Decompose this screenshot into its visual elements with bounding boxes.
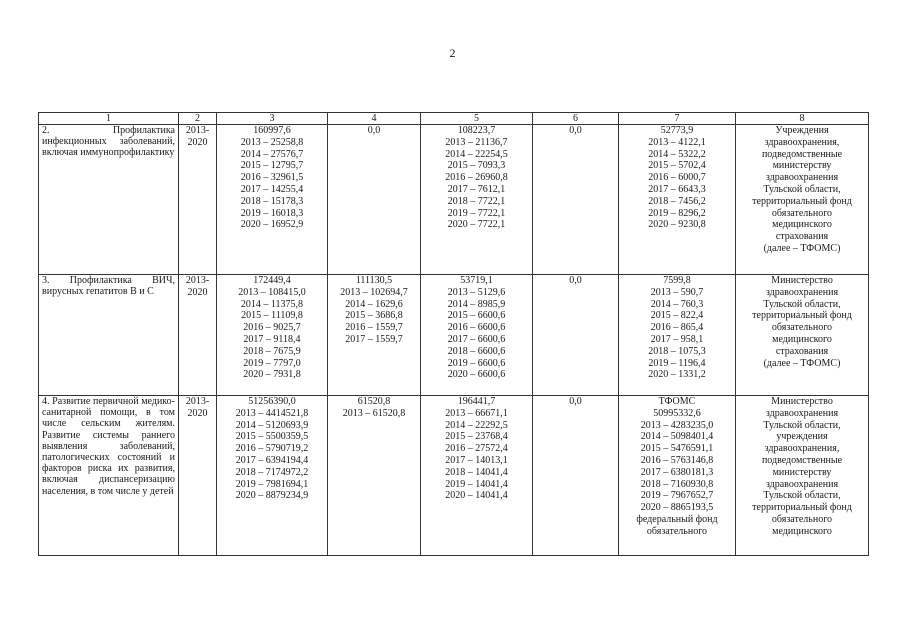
col4-line: 2017 – 1559,7 — [345, 333, 403, 345]
executor-line: медицинского — [772, 525, 832, 537]
col4-line: 2013 – 102694,7 — [340, 286, 408, 298]
col7-line: 2018 – 1075,3 — [648, 345, 706, 357]
header-row — [39, 113, 869, 125]
col3-line: 2013 – 25258,8 — [240, 136, 304, 148]
col5-line: 2014 – 22292,5 — [445, 419, 508, 431]
column-header-5: 5 — [421, 113, 533, 125]
executor-line: министерству — [772, 160, 832, 172]
col7-line: 2020 – 9230,8 — [648, 219, 706, 231]
col5-cell — [421, 125, 533, 275]
col3-line: 2019 – 16018,3 — [240, 207, 304, 219]
col7-line: 2018 – 7160930,8 — [640, 478, 714, 490]
col7-line: 2018 – 7456,2 — [648, 195, 706, 207]
executor-line: обязательного — [771, 513, 833, 525]
col7-line: 2016 – 865,4 — [650, 322, 704, 334]
col5-line: 2019 – 6600,6 — [447, 357, 506, 369]
col5-line: 2013 – 66671,1 — [445, 407, 508, 419]
col5-line: 2017 – 6600,6 — [447, 333, 506, 345]
executor-line: (далее – ТФОМС) — [763, 357, 841, 369]
col3-cell — [217, 125, 328, 275]
col3-line: 2015 – 12795,7 — [240, 160, 304, 172]
executor-line: Тульской области, — [763, 298, 841, 310]
period-end: 2020 — [187, 407, 208, 419]
executor-line: Тульской области, — [763, 490, 841, 502]
col7-line: 2014 – 5098401,4 — [640, 431, 714, 443]
executor-line: обязательного — [771, 322, 833, 334]
col3-line: 2013 – 4414521,8 — [235, 407, 309, 419]
col3-cell — [217, 275, 328, 396]
col3-line: 2018 – 7174972,2 — [235, 466, 309, 478]
executor-line: министерству — [772, 466, 832, 478]
column-header-8: 8 — [736, 113, 869, 125]
col4-line: 2016 – 1559,7 — [345, 322, 403, 334]
period-cell — [179, 125, 217, 275]
col7-line: 2013 – 4283235,0 — [640, 419, 714, 431]
col5-line: 2019 – 14041,4 — [445, 478, 508, 490]
column-header-6: 6 — [533, 113, 619, 125]
column-header-7: 7 — [619, 113, 736, 125]
col5-line: 2015 – 6600,6 — [447, 310, 506, 322]
column-header-1: 1 — [39, 113, 179, 125]
period-end: 2020 — [187, 136, 208, 148]
executor-line: здравоохранения — [765, 172, 839, 184]
col6-line: 0,0 — [569, 396, 582, 407]
col4-line: 2014 – 1629,6 — [345, 298, 403, 310]
col7-line: федеральный фонд — [636, 513, 718, 525]
col4-cell — [328, 275, 421, 396]
col3-line: 2018 – 15178,3 — [240, 195, 304, 207]
period-start: 2013- — [185, 275, 210, 286]
col3-line: 2020 – 8879234,9 — [235, 490, 309, 502]
col5-line: 2014 – 8985,9 — [447, 298, 506, 310]
page-number: 2 — [449, 46, 456, 60]
executor-cell — [736, 396, 869, 556]
col3-line: 2017 – 14255,4 — [240, 183, 304, 195]
col3-line: 160997,6 — [253, 125, 291, 136]
column-header-4: 4 — [328, 113, 421, 125]
executor-line: страхования — [775, 345, 829, 357]
col4-line: 2015 – 3686,8 — [345, 310, 403, 322]
column-header-2: 2 — [179, 113, 217, 125]
executor-line: обязательного — [771, 207, 833, 219]
executor-line: медицинского — [772, 219, 832, 231]
col7-line: 2014 – 5322,2 — [648, 148, 706, 160]
col3-line: 2013 – 108415,0 — [238, 286, 306, 298]
col7-line: 2017 – 958,1 — [650, 333, 704, 345]
period-end: 2020 — [187, 286, 208, 298]
col4-line: 2013 – 61520,8 — [342, 407, 406, 419]
col7-line: 50995332,6 — [653, 407, 701, 419]
col5-line: 2016 – 27572,4 — [445, 443, 508, 455]
col3-line: 2015 – 5500359,5 — [235, 431, 309, 443]
executor-cell — [736, 125, 869, 275]
col7-line: 2020 – 1331,2 — [648, 369, 706, 381]
col5-line: 2020 – 14041,4 — [445, 490, 508, 502]
executor-line: (далее – ТФОМС) — [763, 242, 841, 254]
executor-line: подведомственные — [761, 454, 843, 466]
col5-line: 2015 – 23768,4 — [445, 431, 508, 443]
col5-line: 2018 – 14041,4 — [445, 466, 508, 478]
col3-line: 2014 – 5120693,9 — [235, 419, 309, 431]
col7-cell — [619, 275, 736, 396]
col3-line: 2016 – 9025,7 — [243, 322, 301, 334]
period-cell — [179, 275, 217, 396]
col3-line: 2020 – 7931,8 — [243, 369, 301, 381]
col3-line: 2016 – 5790719,2 — [235, 443, 309, 455]
col3-line: 2015 – 11109,8 — [241, 310, 303, 322]
col7-line: 2015 – 822,4 — [650, 310, 704, 322]
col7-cell — [619, 125, 736, 275]
col5-line: 108223,7 — [457, 125, 496, 136]
col7-line: 2019 – 8296,2 — [648, 207, 706, 219]
col3-line: 51256390,0 — [248, 396, 296, 407]
column-header-3: 3 — [217, 113, 328, 125]
table-row — [39, 275, 869, 396]
col5-line: 2019 – 7722,1 — [447, 207, 506, 219]
program-funding-table — [38, 112, 869, 556]
col5-line: 2017 – 7612,1 — [447, 183, 506, 195]
table-row — [39, 125, 869, 275]
executor-line: страхования — [775, 231, 829, 243]
executor-line: медицинского — [772, 333, 832, 345]
executor-line: Учреждения — [775, 125, 829, 136]
col3-line: 2014 – 27576,7 — [240, 148, 304, 160]
col7-line: 2015 – 5476591,1 — [640, 443, 714, 455]
col7-line: 2020 – 8865193,5 — [640, 502, 714, 514]
executor-line: Министерство — [771, 275, 833, 286]
col5-line: 2015 – 7093,3 — [447, 160, 506, 172]
executor-line: здравоохранения, — [764, 443, 840, 455]
col7-cell — [619, 396, 736, 556]
col6-cell — [533, 275, 619, 396]
col5-line: 2018 – 7722,1 — [447, 195, 506, 207]
col3-line: 2019 – 7797,0 — [243, 357, 301, 369]
col6-cell — [533, 396, 619, 556]
col7-line: ТФОМС — [658, 396, 696, 407]
executor-line: учреждения — [776, 431, 828, 443]
executor-line: территориальный фонд — [752, 310, 852, 322]
col5-line: 2013 – 5129,6 — [447, 286, 506, 298]
col4-line: 61520,8 — [357, 396, 391, 407]
executor-line: территориальный фонд — [752, 195, 852, 207]
executor-line: территориальный фонд — [752, 502, 852, 514]
col5-cell — [421, 396, 533, 556]
executor-line: здравоохранения — [765, 478, 839, 490]
col3-line: 2014 – 11375,8 — [240, 298, 304, 310]
col5-line: 2020 – 6600,6 — [447, 369, 506, 381]
activity-description: 3. Профилактика ВИЧ, вирусных гепатитов В и С — [39, 275, 179, 396]
col3-line: 172449,4 — [253, 275, 291, 286]
activity-description: 2. Профилактика инфекционных заболеваний, включая иммунопрофилактику — [39, 125, 179, 275]
col5-line: 196441,7 — [457, 396, 496, 407]
col3-line: 2018 – 7675,9 — [243, 345, 301, 357]
col3-cell — [217, 396, 328, 556]
col6-cell — [533, 125, 619, 275]
col7-line: обязательного — [646, 525, 708, 537]
col7-line: 7599,8 — [663, 275, 691, 286]
col4-cell — [328, 125, 421, 275]
col5-line: 2016 – 26960,8 — [445, 172, 508, 184]
executor-line: здравоохранения, — [764, 136, 840, 148]
col7-line: 2019 – 7967652,7 — [640, 490, 714, 502]
col6-line: 0,0 — [569, 125, 582, 136]
executor-line: Тульской области, — [763, 419, 841, 431]
period-start: 2013- — [185, 396, 210, 407]
col4-line: 111130,5 — [355, 275, 393, 286]
col5-line: 2020 – 7722,1 — [447, 219, 506, 231]
col3-line: 2017 – 9118,4 — [243, 333, 301, 345]
executor-line: Министерство — [771, 396, 833, 407]
col5-line: 2017 – 14013,1 — [445, 454, 508, 466]
col7-line: 2017 – 6643,3 — [648, 183, 706, 195]
col5-line: 2014 – 22254,5 — [445, 148, 508, 160]
col7-line: 2016 – 6000,7 — [648, 172, 706, 184]
period-cell — [179, 396, 217, 556]
col3-line: 2020 – 16952,9 — [240, 219, 304, 231]
col4-line: 0,0 — [367, 125, 381, 136]
col5-line: 2018 – 6600,6 — [447, 345, 506, 357]
col7-line: 2013 – 4122,1 — [648, 136, 706, 148]
executor-line: здравоохранения — [765, 407, 839, 419]
executor-line: подведомственные — [761, 148, 843, 160]
col7-line: 2014 – 760,3 — [650, 298, 704, 310]
executor-line: Тульской области, — [763, 183, 841, 195]
col5-line: 2016 – 6600,6 — [447, 322, 506, 334]
col7-line: 2013 – 590,7 — [650, 286, 704, 298]
col5-line: 53719,1 — [460, 275, 493, 286]
executor-line: здравоохранения — [765, 286, 839, 298]
activity-description: 4. Развитие первичной медико-санитарной помощи, в том числе сельским жителям. Развитие системы раннего выявления заболеваний, патологических состояний и факторов риска их развития, включая диспансеризацию населения, в том числе у детей — [39, 396, 179, 556]
col7-line: 52773,9 — [660, 125, 694, 136]
col6-line: 0,0 — [569, 275, 582, 286]
col4-cell — [328, 396, 421, 556]
col7-line: 2016 – 5763146,8 — [640, 454, 714, 466]
col7-line: 2015 – 5702,4 — [648, 160, 706, 172]
col5-cell — [421, 275, 533, 396]
col5-line: 2013 – 21136,7 — [445, 136, 508, 148]
col3-line: 2017 – 6394194,4 — [235, 454, 309, 466]
col3-line: 2016 – 32961,5 — [240, 172, 304, 184]
table-row — [39, 396, 869, 556]
col3-line: 2019 – 7981694,1 — [235, 478, 309, 490]
col7-line: 2017 – 6380181,3 — [640, 466, 714, 478]
period-start: 2013- — [185, 125, 210, 136]
executor-cell — [736, 275, 869, 396]
col7-line: 2019 – 1196,4 — [648, 357, 706, 369]
